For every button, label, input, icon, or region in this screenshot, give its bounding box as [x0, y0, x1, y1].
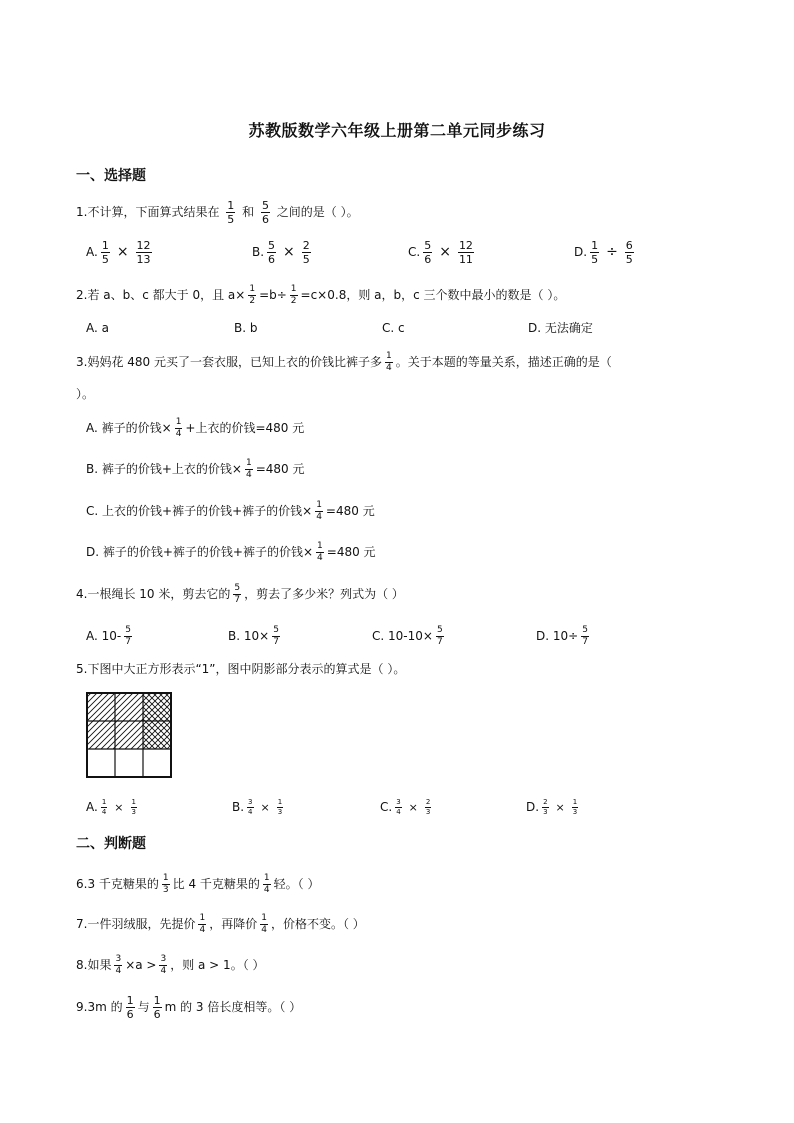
question-3-continued: ）。 [76, 387, 95, 401]
option-5c[interactable]: C. $\frac{3}{4}$ × $\frac{2}{3}$ [380, 798, 431, 816]
question-2: 2.若 a、b、c 都大于 0，且 a× $\frac{1}{2}$ =b÷ $\frac{1}{2}$ =c×0.8，则 a，b，c 三个数中最小的数是（ ）。 [76, 284, 566, 306]
square-grid [86, 692, 172, 778]
question-1: 1.不计算，下面算式结果在 $\frac{1}{5}$ 和 $\frac{5}{6}$ 之间的是（ ）。 [76, 199, 359, 226]
option-2c[interactable]: C. c [382, 321, 405, 335]
option-1a[interactable]: A. $\frac{1}{5}$ × $\frac{12}{13}$ [86, 239, 151, 266]
option-4c[interactable]: C. 10-10× $\frac{5}{7}$ [372, 625, 443, 647]
option-5a[interactable]: A. $\frac{1}{4}$ × $\frac{1}{3}$ [86, 798, 136, 816]
option-3b[interactable]: B. 裤子的价钱+上衣的价钱× $\frac{1}{4}$ =480 元 [86, 458, 305, 480]
option-5b[interactable]: B. $\frac{3}{4}$ × $\frac{1}{3}$ [232, 798, 283, 816]
option-2b[interactable]: B. b [234, 321, 258, 335]
option-4d[interactable]: D. 10÷ $\frac{5}{7}$ [536, 625, 588, 647]
option-2a[interactable]: A. a [86, 321, 109, 335]
fraction: $\frac{5}{6}$ [261, 199, 269, 226]
question-8: 8.如果 $\frac{3}{4}$ ×a > $\frac{3}{4}$ ，则 a > 1。（ ） [76, 954, 265, 976]
question-7: 7.一件羽绒服，先提价 $\frac{1}{4}$ ，再降价 $\frac{1}{4}$ ，价格不变。（ ） [76, 913, 365, 935]
option-1b[interactable]: B. $\frac{5}{6}$ × $\frac{2}{5}$ [252, 239, 310, 266]
question-6: 6.3 千克糖果的 $\frac{1}{3}$ 比 4 千克糖果的 $\frac{1}{4}$ 轻。（ ） [76, 873, 320, 895]
question-9: 9.3m 的 $\frac{1}{6}$ 与 $\frac{1}{6}$ m 的 3 倍长度相等。（ ） [76, 994, 302, 1021]
section-choice-heading: 一、选择题 [76, 168, 146, 184]
option-5d[interactable]: D. $\frac{2}{3}$ × $\frac{1}{3}$ [526, 798, 578, 816]
option-3a[interactable]: A. 裤子的价钱× $\frac{1}{4}$ +上衣的价钱=480 元 [86, 417, 305, 439]
fraction: $\frac{1}{5}$ [227, 199, 235, 226]
option-1c[interactable]: C. $\frac{5}{6}$ × $\frac{12}{11}$ [408, 239, 473, 266]
section-judge-heading: 二、判断题 [76, 836, 146, 852]
question-4: 4.一根绳长 10 米，剪去它的 $\frac{5}{7}$ ，剪去了多少米？列式为（ ） [76, 583, 404, 605]
question-5: 5.下图中大正方形表示“1”，图中阴影部分表示的算式是（ ）。 [76, 662, 406, 676]
option-4b[interactable]: B. 10× $\frac{5}{7}$ [228, 625, 279, 647]
option-3c[interactable]: C. 上衣的价钱+裤子的价钱+裤子的价钱× $\frac{1}{4}$ =480 元 [86, 500, 375, 522]
question-3: 3.妈妈花 480 元买了一套衣服，已知上衣的价钱比裤子多 $\frac{1}{4}$ 。关于本题的等量关系，描述正确的是（ [76, 351, 612, 373]
option-1d[interactable]: D. $\frac{1}{5}$ ÷ $\frac{6}{5}$ [574, 239, 633, 266]
page-title: 苏教版数学六年级上册第二单元同步练习 [248, 121, 546, 140]
option-3d[interactable]: D. 裤子的价钱+裤子的价钱+裤子的价钱× $\frac{1}{4}$ =480 元 [86, 541, 376, 563]
shaded-square-figure [86, 692, 172, 781]
option-4a[interactable]: A. 10- $\frac{5}{7}$ [86, 625, 131, 647]
option-2d[interactable]: D. 无法确定 [528, 321, 593, 335]
